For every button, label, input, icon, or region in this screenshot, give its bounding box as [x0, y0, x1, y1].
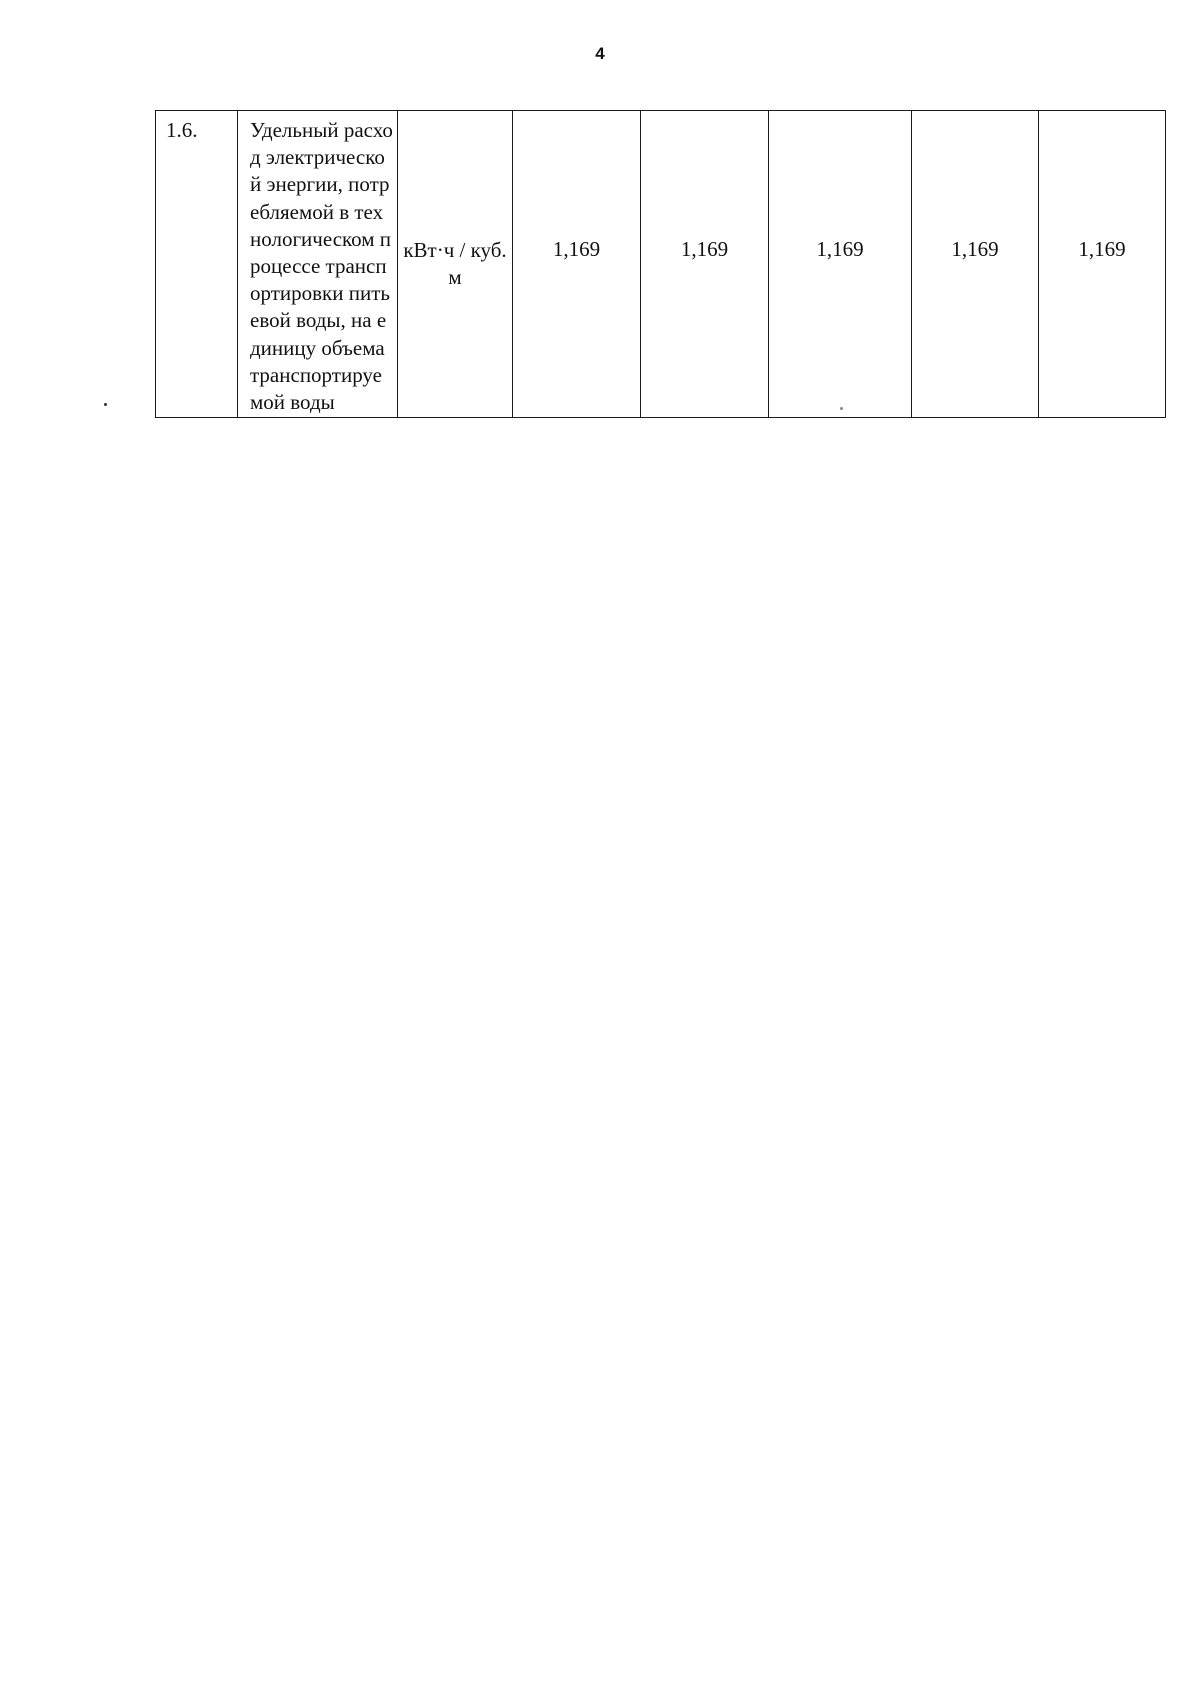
- indicator-table: [155, 110, 1166, 418]
- page-number: 4: [595, 44, 605, 63]
- value-cell-2: 1,169: [641, 111, 769, 418]
- indicator-name: Удельный расход электрической энергии, потребляемой в технологическом процессе транспортировки питьевой воды, на единицу объема транспортируемой воды: [238, 111, 398, 418]
- table-row: [156, 111, 1166, 418]
- scan-speck: [840, 407, 843, 410]
- unit-cell: кВт·ч / куб. м: [398, 111, 513, 418]
- row-index: 1.6.: [156, 111, 238, 418]
- margin-mark: [104, 403, 107, 406]
- value-cell-1: 1,169: [513, 111, 641, 418]
- value-cell-3: 1,169: [769, 111, 912, 418]
- value-cell-5: 1,169: [1039, 111, 1166, 418]
- value-cell-4: 1,169: [912, 111, 1039, 418]
